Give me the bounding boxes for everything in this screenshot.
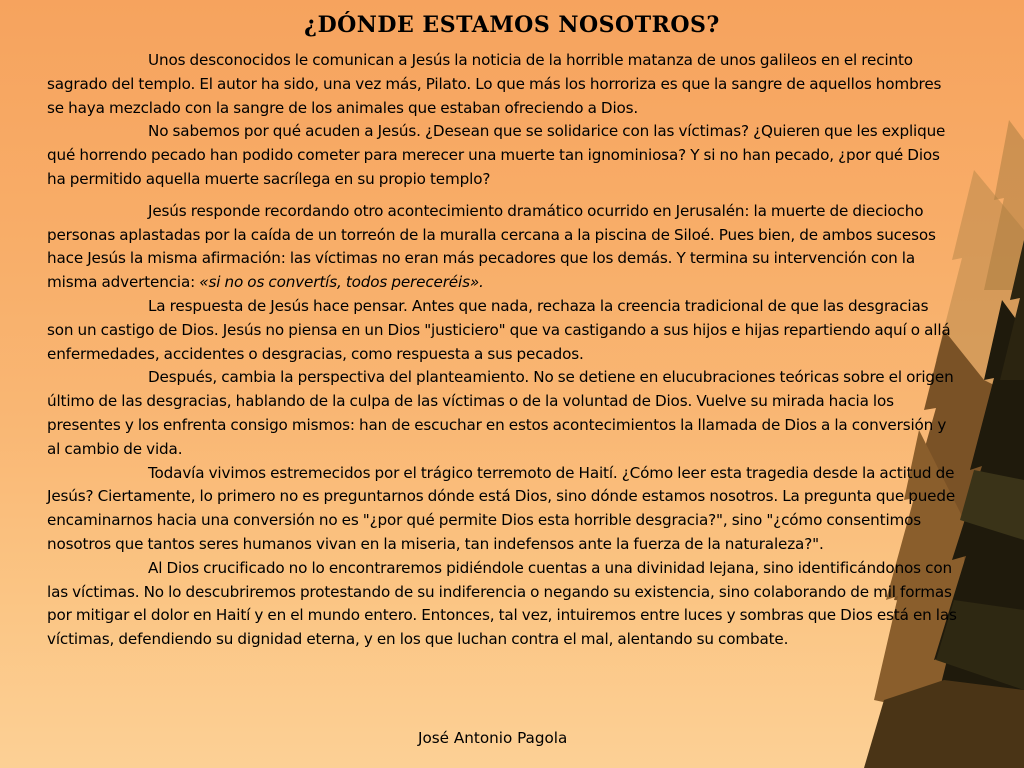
paragraph-3 xyxy=(47,200,957,295)
paragraph-5: Después, cambia la perspectiva del planteamiento. No se detiene en elucubraciones teóricas sobre el origen último de las desgracias, hablando de la culpa de las víctimas o de la voluntad de Dios. Vuelve su mirada hacia los presentes y los enfrenta consigo mismos: han de escuchar en estos acontecimientos la llamada de Dios a la conversión y al cambio de vida. xyxy=(47,368,954,458)
paragraph-3-quote: «si no os convertís, todos pereceréis». xyxy=(199,273,484,292)
author-signature: José Antonio Pagola xyxy=(418,729,568,747)
paragraph-7: Al Dios crucificado no lo encontraremos pidiéndole cuentas a una divinidad lejana, sino identificándonos con las víctimas. No lo descubriremos protestando de su indiferencia o negando su existencia, sino colaborando de mil formas por mitigar el dolor en Haití y en el mundo entero. Entonces, tal vez, intuiremos entre luces y sombras que Dios está en las víctimas, defendiendo su dignidad eterna, y en los que luchan contra el mal, alentando su combate. xyxy=(47,558,957,649)
paragraph-3-text: Jesús responde recordando otro acontecimiento dramático ocurrido en Jerusalén: la muerte de dieciocho personas aplastadas por la caída de un torreón de la muralla cercana a la piscina de Siloé. Pues bien, de ambos sucesos hace Jesús la misma afirmación: las víctimas no eran más pecadores que los demás. Y termina su intervención con la misma advertencia: xyxy=(47,201,936,292)
paragraph-4: La respuesta de Jesús hace pensar. Antes que nada, rechaza la creencia tradicional de que las desgracias son un castigo de Dios. Jesús no piensa en un Dios "justiciero" que va castigando a sus hijos e hijas repartiendo aquí o allá enfermedades, accidentes o desgracias, como respuesta a sus pecados. xyxy=(47,296,951,363)
paragraph-6: Todavía vivimos estremecidos por el trágico terremoto de Haití. ¿Cómo leer esta tragedia desde la actitud de Jesús? Ciertamente, lo primero no es preguntarnos dónde está Dios, sino dónde estamos nosotros. La pregunta que puede encaminarnos hacia una conversión no es "¿por qué permite Dios esta horrible desgracia?", sino "¿cómo consentimos nosotros que tantos seres humanos vivan en la miseria, tan indefensos ante la fuerza de la naturaleza?". xyxy=(47,463,956,553)
paragraph-2: No sabemos por qué acuden a Jesús. ¿Desean que se solidarice con las víctimas? ¿Quieren que les explique qué horrendo pecado han podido cometer para merecer una muerte tan ignominiosa? Y si no han pecado, ¿por qué Dios ha permitido aquella muerte sacrílega en su propio templo? xyxy=(47,122,946,188)
paragraph-1: Unos desconocidos le comunican a Jesús la noticia de la horrible matanza de unos galileos en el recinto sagrado del templo. El autor ha sido, una vez más, Pilato. Lo que más los horroriza es que la sangre de aquellos hombres se haya mezclado con la sangre de los animales que estaban ofreciendo a Dios. xyxy=(47,51,942,117)
page-title: ¿DÓNDE ESTAMOS NOSOTROS? xyxy=(304,12,720,38)
article-body xyxy=(47,49,957,652)
